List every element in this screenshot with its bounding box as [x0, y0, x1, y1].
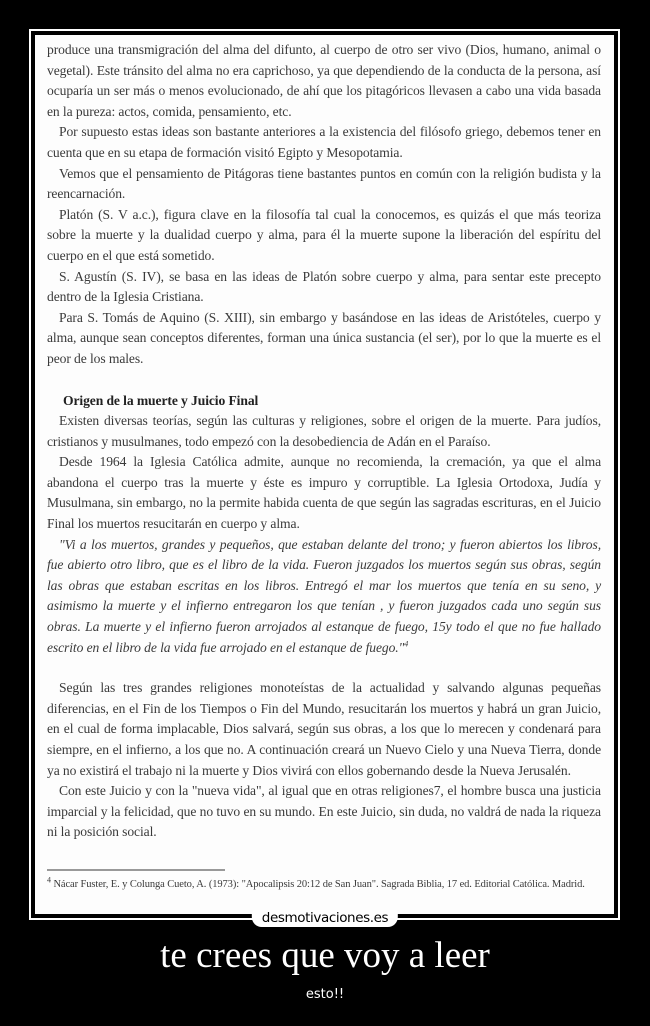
spacer: [47, 658, 601, 678]
paragraph: Existen diversas teorías, según las culturas y religiones, sobre el origen de la muerte. Para judíos, cristianos y musulmanes, todo empezó con la desobediencia de Adán en el Paraíso.: [47, 413, 601, 449]
bible-quote: [47, 535, 601, 659]
paragraph: Según las tres grandes religiones monoteístas de la actualidad y salvando algunas pequeñas diferencias, en el Fin de los Tiempos o Fin del Mundo, resucitarán los muertos y habrá un gran Juicio, en el cual de forma implacable, Dios salvará, según sus obras, a los que lo merecen y condenará para siempre, en el infierno, a los que no. A continuación creará un Nuevo Cielo y una Nueva Tierra, donde ya no existirá el trabajo ni la muerte y Dios vivirá con ellos gobernando desde la Nueva Jerusalén.: [47, 680, 601, 778]
paragraph: Por supuesto estas ideas son bastante anteriores a la existencia del filósofo griego, debemos tener en cuenta que en su etapa de formación visitó Egipto y Mesopotamia.: [47, 124, 601, 160]
section-heading: Origen de la muerte y Juicio Final: [63, 392, 259, 408]
poster-subtitle: esto!!: [305, 987, 345, 1002]
document-body: [47, 40, 601, 893]
footnote-number: 4: [47, 875, 51, 885]
paragraph: Con este Juicio y con la "nueva vida", al igual que en otras religiones7, el hombre busca una justicia imparcial y la felicidad, que no tuvo en su mundo. En este Juicio, sin duda, no valdrá de nada la riqueza ni la posición social.: [47, 783, 601, 840]
footnote-text: Nácar Fuster, E. y Colunga Cueto, A. (1973): "Apocalipsis 20:12 de San Juan". Sagrada Biblia, 17 ed. Editorial Católica. Madrid.: [53, 878, 585, 890]
paragraph: Desde 1964 la Iglesia Católica admite, aunque no recomienda, la cremación, ya que el alma abandona el cuerpo tras la muerte y éste es impuro y corruptible. La Iglesia Ortodoxa, Judía y Musulmana, sin embargo, no la permite habida cuenta de que según las sagradas escrituras, en el Juicio Final los muertos resucitarán en cuerpo y alma.: [47, 454, 601, 532]
paragraph: produce una transmigración del alma del difunto, al cuerpo de otro ser vivo (Dios, humano, animal o vegetal). Este tránsito del alma no era caprichoso, ya que dependiendo de la conducta de la persona, así ocuparía un ser más o menos evolucionado, de ahí que los pitagóricos llevasen a cabo una vida basada en la pureza: actos, comida, pensamiento, etc.: [47, 42, 601, 119]
watermark-bar: [0, 910, 650, 928]
quote-text: "Vi a los muertos, grandes y pequeños, que estaban delante del trono; y fueron abiertos los libros, fue abierto otro libro, que es el libro de la vida. Fueron juzgados los muertos según sus obras, según las obras que estaban escritas en los libros. Entregó el mar los muertos que tenía en su seno, y asimismo la muerte y el infierno entregaron los que tenían , y fueron juzgados cada uno según sus obras. La muerte y el infierno fueron arrojados al estanque de fuego, 15y todo el que no fue hallado escrito en el libro de la vida fue arrojado en el estanque de fuego.": [47, 536, 601, 655]
footnote-ref: 4: [404, 639, 409, 649]
site-logo: desmotivaciones.es: [252, 910, 398, 927]
document-image-panel: [35, 35, 614, 914]
paragraph: S. Agustín (S. IV), se basa en las ideas de Platón sobre cuerpo y alma, para sentar este precepto dentro de la Iglesia Cristiana.: [47, 268, 601, 305]
footnote-divider: [47, 869, 225, 871]
footnote: [47, 877, 601, 893]
paragraph: Vemos que el pensamiento de Pitágoras tiene bastantes puntos en común con la religión budista y la reencarnación.: [47, 165, 601, 202]
paragraph: Para S. Tomás de Aquino (S. XIII), sin embargo y basándose en las ideas de Aristóteles, cuerpo y alma, aunque sean conceptos diferentes, forman una única sustancia (el ser), por lo que la muerte es el peor de los males.: [47, 309, 601, 366]
poster-title: te crees que voy a leer: [160, 935, 490, 976]
paragraph: Platón (S. V a.c.), figura clave en la filosofía tal cual la conocemos, es quizás el que más teoriza sobre la muerte y la dualidad cuerpo y alma, para él la muerte supone la liberación del espíritu del cuerpo en el que está sometido.: [47, 206, 601, 263]
